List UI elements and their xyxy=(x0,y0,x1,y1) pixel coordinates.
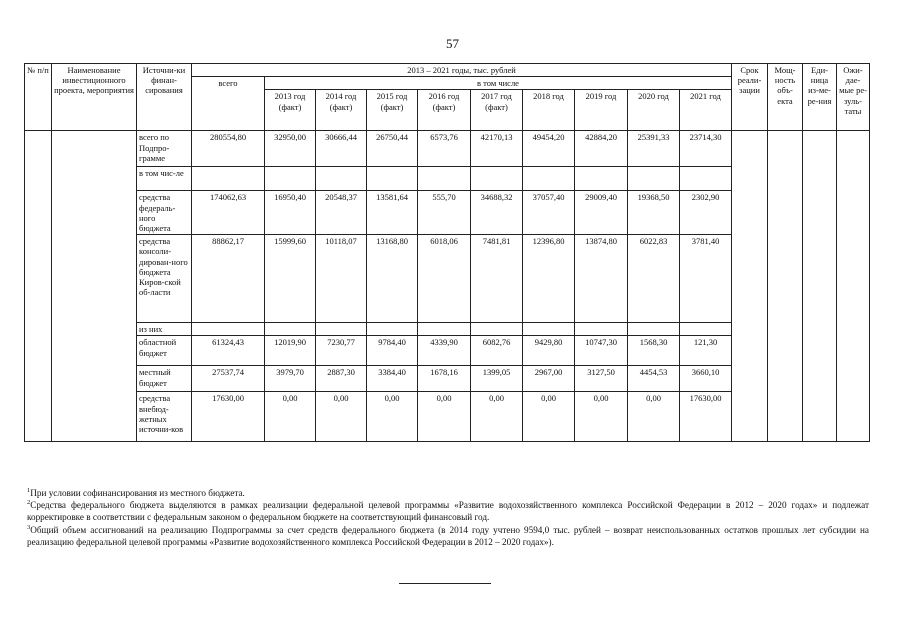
footnote-text: При условии софинансирования из местного бюджета. xyxy=(30,488,245,499)
year-value-cell: 34688,32 xyxy=(471,191,523,235)
year-value-cell: 9784,40 xyxy=(367,336,418,366)
year-value-cell: 6082,76 xyxy=(471,336,523,366)
budget-table xyxy=(24,63,870,442)
number-cell xyxy=(25,131,52,442)
footnote xyxy=(27,524,869,548)
header-period: 2013 – 2021 годы, тыс. рублей xyxy=(192,64,732,77)
header-expected-results: Ожи-дае-мые ре-зуль-таты xyxy=(837,64,870,131)
year-value-cell xyxy=(575,167,628,191)
year-value-cell: 2887,30 xyxy=(316,366,367,392)
year-value-cell: 6573,76 xyxy=(418,131,471,167)
unit-cell xyxy=(803,131,837,442)
year-value-cell xyxy=(367,167,418,191)
funding-source-cell: всего по Подпро-грамме xyxy=(137,131,192,167)
year-value-cell xyxy=(418,167,471,191)
header-number: № п/п xyxy=(25,64,52,131)
year-value-cell: 17630,00 xyxy=(680,392,732,442)
total-cell: 88862,17 xyxy=(192,235,265,323)
total-cell xyxy=(192,167,265,191)
year-value-cell: 7481,81 xyxy=(471,235,523,323)
year-value-cell: 16950,40 xyxy=(265,191,316,235)
year-value-cell: 29009,40 xyxy=(575,191,628,235)
funding-source-cell: из них xyxy=(137,323,192,336)
year-value-cell: 19368,50 xyxy=(628,191,680,235)
page-number: 57 xyxy=(446,36,459,51)
year-value-cell xyxy=(575,323,628,336)
header-capacity: Мощ-ность объ-екта xyxy=(768,64,803,131)
funding-source-cell: в том чис-ле xyxy=(137,167,192,191)
footnote xyxy=(27,487,869,499)
header-year: 2017 год (факт) xyxy=(471,90,523,131)
footnote-mark: 3 xyxy=(27,523,31,531)
year-value-cell: 23714,30 xyxy=(680,131,732,167)
funding-source-cell: областной бюджет xyxy=(137,336,192,366)
footnote xyxy=(27,499,869,523)
footnote-text: Общий объем ассигнований на реализацию Подпрограммы за счет средств федерального бюджета (в 2014 году учтено 9594,0 тыс. рублей – возврат неиспользованных остатков прошлых лет субсидии на реализацию федеральной целевой программы «Развитие водохозяйственного комплекса Российской Федерации в 2012 – 2020 годах»). xyxy=(27,524,869,547)
year-value-cell: 0,00 xyxy=(471,392,523,442)
footnote-text: Средства федерального бюджета выделяются в рамках реализации федеральной целевой программы «Развитие водохозяйственного комплекса Российской Федерации в 2012 – 2020 годах» и подлежат корректировке в соответствии с федеральным законом о федеральном бюджете на соответствующий финансовый год. xyxy=(27,500,869,523)
capacity-cell xyxy=(768,131,803,442)
year-value-cell xyxy=(316,167,367,191)
year-value-cell: 26750,44 xyxy=(367,131,418,167)
header-including: в том числе xyxy=(265,77,732,90)
year-value-cell: 37057,40 xyxy=(523,191,575,235)
funding-source-cell: местный бюджет xyxy=(137,366,192,392)
total-cell: 174062,63 xyxy=(192,191,265,235)
header-total: всего xyxy=(192,77,265,131)
year-value-cell: 121,30 xyxy=(680,336,732,366)
funding-source-cell: средства консоли-дирован-ного бюджета Киров-ской об-ласти xyxy=(137,235,192,323)
total-cell: 280554,80 xyxy=(192,131,265,167)
footnote-mark: 2 xyxy=(27,499,31,507)
header-year: 2016 год (факт) xyxy=(418,90,471,131)
header-project-name: Наименование инвестиционного проекта, мероприятия xyxy=(52,64,137,131)
funding-source-cell: средства федераль-ного бюджета xyxy=(137,191,192,235)
footnote-mark: 1 xyxy=(27,487,31,494)
year-value-cell: 42170,13 xyxy=(471,131,523,167)
year-value-cell: 6018,06 xyxy=(418,235,471,323)
header-unit: Еди-ница из-ме-ре-ния xyxy=(803,64,837,131)
year-value-cell: 42884,20 xyxy=(575,131,628,167)
table-body xyxy=(25,131,870,442)
year-value-cell: 3660,10 xyxy=(680,366,732,392)
year-value-cell: 6022,83 xyxy=(628,235,680,323)
funding-source-cell: средства внебюд-жетных источни-ков xyxy=(137,392,192,442)
year-value-cell xyxy=(523,323,575,336)
year-value-cell: 4454,53 xyxy=(628,366,680,392)
header-year: 2019 год xyxy=(575,90,628,131)
year-value-cell: 3979,70 xyxy=(265,366,316,392)
year-value-cell: 25391,33 xyxy=(628,131,680,167)
year-value-cell xyxy=(367,323,418,336)
year-value-cell: 10747,30 xyxy=(575,336,628,366)
header-funding-source: Источни-ки финан-сирования xyxy=(137,64,192,131)
year-value-cell xyxy=(680,167,732,191)
year-value-cell xyxy=(523,167,575,191)
term-cell xyxy=(732,131,768,442)
year-value-cell: 0,00 xyxy=(523,392,575,442)
total-cell: 17630,00 xyxy=(192,392,265,442)
year-value-cell: 3384,40 xyxy=(367,366,418,392)
year-value-cell: 0,00 xyxy=(628,392,680,442)
year-value-cell: 0,00 xyxy=(367,392,418,442)
year-value-cell: 0,00 xyxy=(265,392,316,442)
table-row xyxy=(25,131,870,167)
year-value-cell: 2967,00 xyxy=(523,366,575,392)
year-value-cell: 13168,80 xyxy=(367,235,418,323)
year-value-cell xyxy=(680,323,732,336)
year-value-cell: 9429,80 xyxy=(523,336,575,366)
year-value-cell xyxy=(471,323,523,336)
header-term: Срок реали-зации xyxy=(732,64,768,131)
year-value-cell xyxy=(628,323,680,336)
year-value-cell xyxy=(265,323,316,336)
header-year: 2015 год (факт) xyxy=(367,90,418,131)
header-year: 2021 год xyxy=(680,90,732,131)
total-cell: 27537,74 xyxy=(192,366,265,392)
year-value-cell: 4339,90 xyxy=(418,336,471,366)
year-value-cell: 12396,80 xyxy=(523,235,575,323)
year-value-cell: 1678,16 xyxy=(418,366,471,392)
header-year: 2013 год (факт) xyxy=(265,90,316,131)
year-value-cell xyxy=(265,167,316,191)
year-value-cell: 30666,44 xyxy=(316,131,367,167)
header-year: 2018 год xyxy=(523,90,575,131)
total-cell xyxy=(192,323,265,336)
year-value-cell: 1399,05 xyxy=(471,366,523,392)
year-value-cell: 15999,60 xyxy=(265,235,316,323)
footnotes xyxy=(27,487,869,548)
year-value-cell: 49454,20 xyxy=(523,131,575,167)
year-value-cell: 0,00 xyxy=(316,392,367,442)
year-value-cell xyxy=(628,167,680,191)
year-value-cell: 1568,30 xyxy=(628,336,680,366)
expected-results-cell xyxy=(837,131,870,442)
year-value-cell: 555,70 xyxy=(418,191,471,235)
year-value-cell: 2302,90 xyxy=(680,191,732,235)
year-value-cell xyxy=(471,167,523,191)
bottom-rule xyxy=(399,583,491,584)
year-value-cell: 3127,50 xyxy=(575,366,628,392)
table-header xyxy=(25,64,870,131)
year-value-cell: 32950,00 xyxy=(265,131,316,167)
year-value-cell: 13874,80 xyxy=(575,235,628,323)
year-value-cell: 0,00 xyxy=(575,392,628,442)
year-value-cell: 12019,90 xyxy=(265,336,316,366)
project-name-cell xyxy=(52,131,137,442)
total-cell: 61324,43 xyxy=(192,336,265,366)
header-year: 2014 год (факт) xyxy=(316,90,367,131)
year-value-cell xyxy=(316,323,367,336)
header-year: 2020 год xyxy=(628,90,680,131)
year-value-cell: 3781,40 xyxy=(680,235,732,323)
year-value-cell: 20548,37 xyxy=(316,191,367,235)
year-value-cell xyxy=(418,323,471,336)
year-value-cell: 7230,77 xyxy=(316,336,367,366)
year-value-cell: 13581,64 xyxy=(367,191,418,235)
year-value-cell: 10118,07 xyxy=(316,235,367,323)
year-value-cell: 0,00 xyxy=(418,392,471,442)
